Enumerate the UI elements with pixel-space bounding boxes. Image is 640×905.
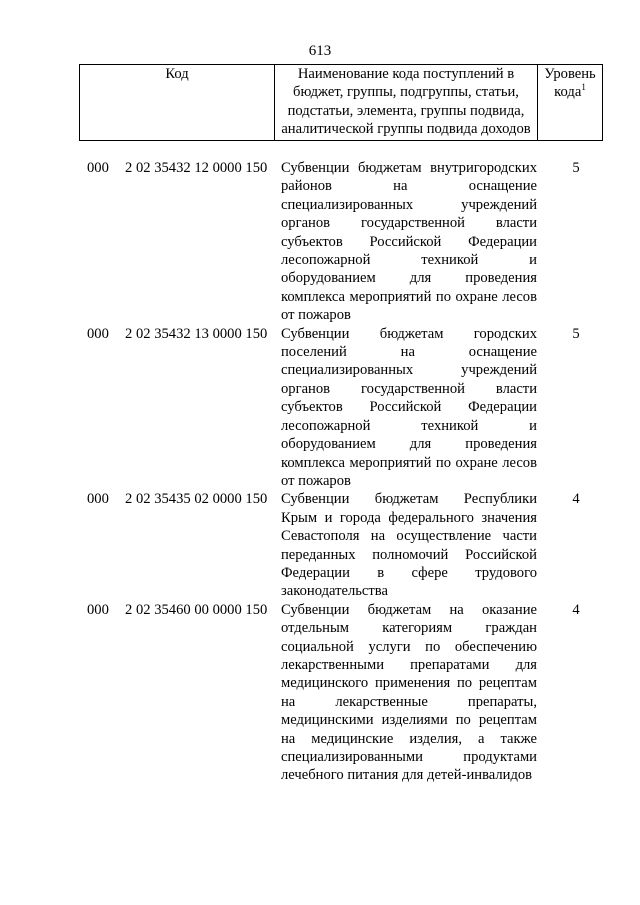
text-line: социальной услуги по обеспечению [281,638,537,655]
admin-code: 000 [87,491,109,508]
text-line: органов государственной власти [281,380,537,397]
income-code: 2 02 35460 00 0000 150 [125,601,268,618]
text-line: субъектов Российской Федерации [281,233,537,250]
text-line: Федерации в сфере трудового [281,564,537,581]
text-line: поселений на оснащение [281,344,537,361]
table-body [0,159,640,785]
text-line: Субвенции бюджетам Республики [281,491,537,508]
table-header [79,64,603,141]
text-line: специализированными продуктами [281,749,537,765]
text-line: лесопожарной техникой и [281,417,537,434]
code-level: 4 [572,601,580,618]
page-number: 613 [308,43,332,59]
income-code: 2 02 35432 12 0000 150 [125,160,268,176]
text-line: медицинскими изделиями по рецептам [281,712,537,729]
text-line: на лекарственные препараты, [281,693,537,710]
text-line: субъектов Российской Федерации [281,399,537,416]
text-line: специализированных учреждений [281,196,537,213]
text-line: медицинского применения по рецептам [281,675,537,692]
income-code: 2 02 35432 13 0000 150 [125,325,268,342]
table-row [0,325,640,491]
text-line: законодательства [281,583,388,600]
admin-code: 000 [87,601,109,618]
text-line: Севастополя на осуществление части [281,528,537,545]
header-code: Код [80,65,275,141]
header-level-label: Уровень кода [544,66,596,101]
text-line: Субвенции бюджетам на оказание [281,601,537,618]
income-name [281,601,537,785]
income-name [281,159,537,325]
text-line: на медицинские изделия, а также [281,730,537,747]
code-level: 4 [572,491,580,508]
header-name: Наименование кода поступлений в бюджет, группы, подгруппы, статьи, подстатьи, элемента, группы подвида, аналитической группы подвида доходов [275,65,538,141]
text-line: лечебного питания для детей-инвалидов [281,767,533,784]
text-line: отдельным категориям граждан [281,620,537,637]
text-line: специализированных учреждений [281,362,537,379]
footnote-mark: 1 [581,82,586,93]
text-line: районов на оснащение [281,178,537,195]
text-line: Крым и города федерального значения [281,509,537,526]
income-code: 2 02 35435 02 0000 150 [125,491,268,508]
table-row [0,159,640,325]
text-line: от пожаров [281,472,351,489]
text-line: лесопожарной техникой и [281,252,537,269]
text-line: лекарственными препаратами для [281,656,537,673]
table-row [0,601,640,785]
code-level: 5 [572,325,580,342]
code-level: 5 [572,160,580,176]
text-line: Субвенции бюджетам городских [281,325,537,342]
income-name [281,325,537,491]
table-row [0,490,640,600]
admin-code: 000 [87,160,109,176]
text-line: Субвенции бюджетам внутригородских [281,160,537,176]
text-line: комплекса мероприятий по охране лесов [281,288,537,305]
text-line: от пожаров [281,307,351,324]
text-line: переданных полномочий Российской [281,546,537,563]
text-line: оборудованием для проведения [281,270,537,287]
text-line: оборудованием для проведения [281,436,537,453]
income-name [281,490,537,600]
text-line: органов государственной власти [281,215,537,232]
header-level [538,65,603,141]
admin-code: 000 [87,325,109,342]
text-line: комплекса мероприятий по охране лесов [281,454,537,471]
